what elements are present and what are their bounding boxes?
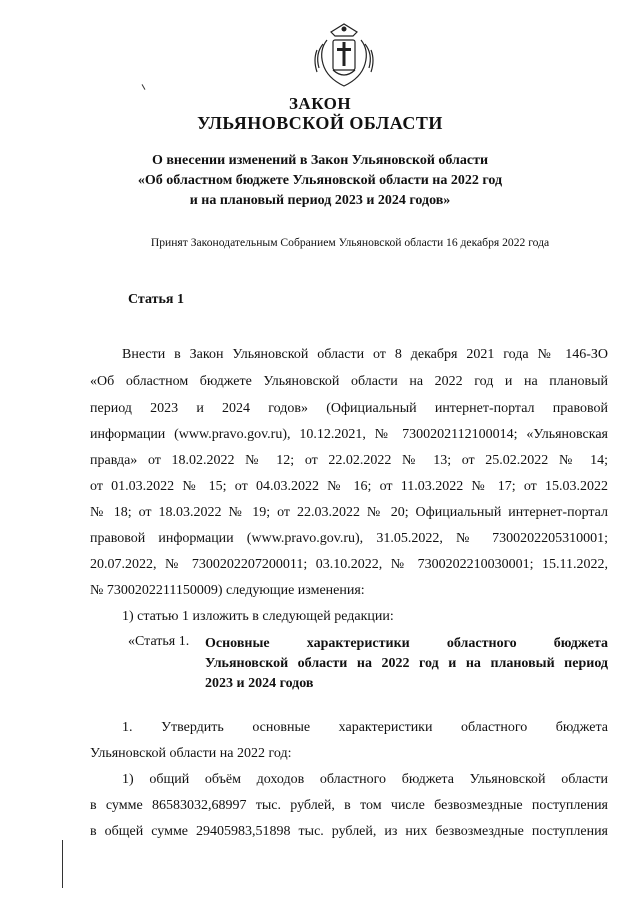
law-title: ЗАКОН xyxy=(288,94,352,113)
region-title: УЛЬЯНОВСКОЙ ОБЛАСТИ xyxy=(197,113,443,133)
paragraph-line: правда» от 18.02.2022 № 12; от 22.02.2022 № 13; от 25.02.2022 № 14; xyxy=(90,453,608,468)
paragraph-line: в общей сумме 29405983,51898 тыс. рублей, из них безвозмездные поступления xyxy=(90,824,608,839)
article-heading: Статья 1 xyxy=(128,292,184,307)
title-line: 2023 и 2024 годов xyxy=(205,676,314,691)
quoted-article-title xyxy=(205,634,608,694)
paragraph-line: от 01.03.2022 № 15; от 04.03.2022 № 16; от 11.03.2022 № 17; от 15.03.2022 xyxy=(90,479,608,494)
paragraph-line: 20.07.2022, № 7300202207200011; 03.10.2022, № 7300202210030001; 15.11.2022, xyxy=(90,557,608,572)
paragraph-line: 1) общий объём доходов областного бюджета Ульяновской области xyxy=(122,772,608,787)
title-line: Ульяновской области на 2022 год и на плановый период xyxy=(205,656,608,671)
scan-mark xyxy=(62,840,63,888)
paragraph-line: правовой информации (www.pravo.gov.ru), 31.05.2022, № 7300202205310001; xyxy=(90,531,608,546)
paragraph-line: Ульяновской области на 2022 год: xyxy=(90,746,292,761)
title-line: Основные характеристики областного бюджета xyxy=(205,636,608,651)
coat-of-arms-icon xyxy=(313,20,375,90)
paragraph-line: № 7300202211150009) следующие изменения: xyxy=(90,583,365,598)
subtitle-line: «Об областном бюджете Ульяновской области на 2022 год xyxy=(137,173,503,188)
subtitle-line: О внесении изменений в Закон Ульяновской области xyxy=(151,153,489,168)
list-item: 1) статью 1 изложить в следующей редакции: xyxy=(122,609,394,624)
subtitle-line: и на плановый период 2023 и 2024 годов» xyxy=(189,193,451,208)
paragraph-line: 1. Утвердить основные характеристики областного бюджета xyxy=(122,720,608,735)
scan-mark xyxy=(142,84,146,90)
paragraph-line: период 2023 и 2024 годов» (Официальный интернет-портал правовой xyxy=(90,401,608,416)
paragraph-line: в сумме 86583032,68997 тыс. рублей, в том числе безвозмездные поступления xyxy=(90,798,608,813)
quoted-article-label: «Статья 1. xyxy=(128,634,190,649)
paragraph-line: Внести в Закон Ульяновской области от 8 декабря 2021 года № 146-ЗО xyxy=(122,347,608,362)
paragraph-line: № 18; от 18.03.2022 № 19; от 22.03.2022 № 20; Официальный интернет-портал xyxy=(90,505,608,520)
paragraph-line: «Об областном бюджете Ульяновской области на 2022 год и на плановый xyxy=(90,374,608,389)
adoption-note: Принят Законодательным Собранием Ульяновской области 16 декабря 2022 года xyxy=(150,236,550,249)
paragraph-line: информации (www.pravo.gov.ru), 10.12.2021, № 7300202112100014; «Ульяновская xyxy=(90,427,608,442)
